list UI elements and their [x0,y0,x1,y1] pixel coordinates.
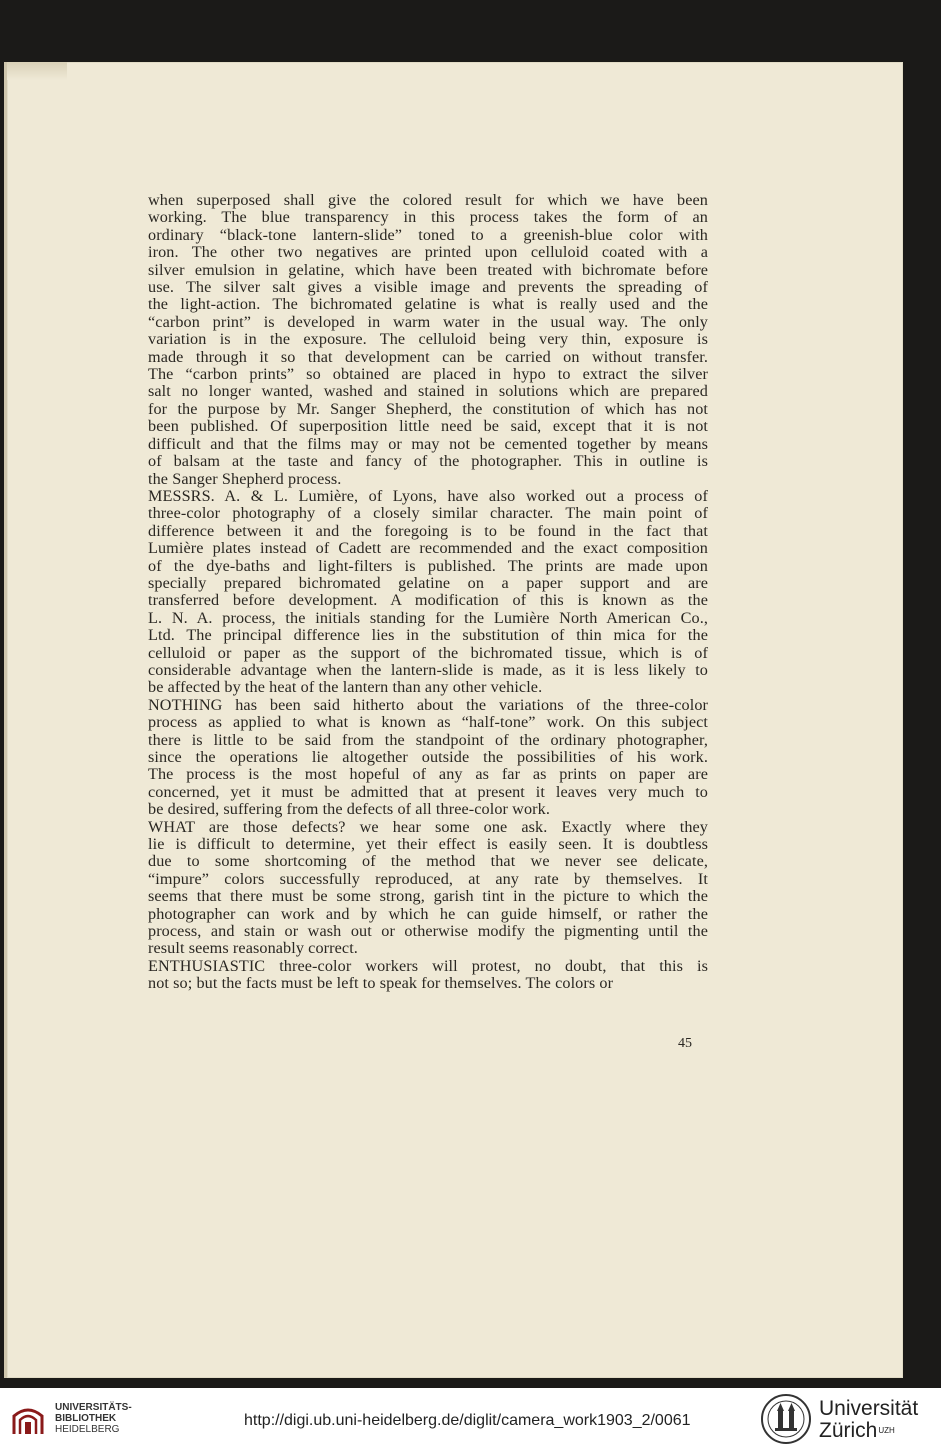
text-line: NOTHING has been said hitherto about the variations of the three-color [148,695,708,714]
text-line: specially prepared bichromated gelatine on a paper support and are [148,573,708,592]
text-line: ENTHUSIASTIC three-color workers will protest, no doubt, that this is [148,956,708,975]
text-line: process, and stain or wash out or otherwise modify the pigmenting until the [148,922,708,941]
text-line: salt no longer wanted, washed and stained in solutions which are prepared [148,382,708,401]
footer-bar [0,1388,941,1454]
text-line: use. The silver salt gives a visible image and prevents the spreading of [148,278,708,297]
text-line: iron. The other two negatives are printed upon celluloid coated with a [148,243,708,262]
text-line: of balsam at the taste and fancy of the photographer. This in outline is [148,452,708,471]
text-line: L. N. A. process, the initials standing for the Lumière North American Co., [148,608,708,627]
text-line: working. The blue transparency in this process takes the form of an [148,208,708,227]
page-curl [7,62,67,80]
text-line: variation is in the exposure. The celluloid being very thin, exposure is [148,330,708,349]
text-line: for the purpose by Mr. Sanger Shepherd, the constitution of which has not [148,399,708,418]
text-line: Lumière plates instead of Cadett are recommended and the exact composition [148,539,708,558]
text-line: been published. Of superposition little need be said, except that it is not [148,417,708,436]
text-line: Ltd. The principal difference lies in the substitution of thin mica for the [148,626,708,645]
scanned-page [4,62,903,1378]
source-url-link[interactable]: http://digi.ub.uni-heidelberg.de/diglit/camera_work1903_2/0061 [244,1412,691,1429]
text-line: MESSRS. A. & L. Lumière, of Lyons, have also worked out a process of [148,486,708,505]
text-line: be desired, suffering from the defects of all three-color work. [148,800,550,819]
library-line-1: UNIVERSITÄTS- [55,1402,132,1413]
text-line: due to some shortcoming of the method that we never see delicate, [148,852,708,871]
text-line: result seems reasonably correct. [148,939,358,958]
text-line: seems that there must be some strong, garish tint in the picture to which the [148,887,708,906]
text-line: “impure” colors successfully reproduced, at any rate by themselves. It [148,869,708,888]
uzh-superscript: UZH [878,1426,895,1435]
library-line-2: BIBLIOTHEK [55,1413,117,1424]
ub-heidelberg-logo-icon [10,1404,46,1438]
text-line: photographer can work and by which he can guide himself, or rather the [148,904,708,923]
text-line: lie is difficult to determine, yet their effect is easily seen. It is doubtless [148,835,708,854]
text-line: made through it so that development can be carried on without transfer. [148,347,708,366]
text-line: The “carbon prints” so obtained are placed in hypo to extract the silver [148,365,708,384]
text-line: there is little to be said from the standpoint of the ordinary photographer, [148,730,708,749]
text-line: difference between it and the foregoing is to be found in the fact that [148,521,708,540]
text-line: the Sanger Shepherd process. [148,469,342,488]
text-line: since the operations lie altogether outside the possibilities of his work. [148,748,708,766]
text-line: difficult and that the films may or may not be cemented together by means [148,434,708,453]
text-line: transferred before development. A modification of this is known as the [148,591,708,610]
text-line: The process is the most hopeful of any as far as prints on paper are [148,765,708,784]
text-line: concerned, yet it must be admitted that at present it leaves very much to [148,782,708,801]
uzh-seal-icon [760,1393,812,1445]
text-line: the light-action. The bichromated gelatine is what is really used and the [148,295,708,314]
text-line: silver emulsion in gelatine, which have been treated with bichromate before [148,260,708,279]
uzh-line-2: Zürich [819,1419,878,1442]
text-line: when superposed shall give the colored result for which we have been [148,191,708,209]
uzh-line-1: Universität [819,1397,919,1420]
page-number: 45 [678,1036,692,1051]
library-name [55,1402,132,1435]
uzh-name [819,1398,918,1442]
text-line: ordinary “black-tone lantern-slide” toned to a greenish-blue color with [148,225,708,244]
text-line: of the dye-baths and light-filters is published. The prints are made upon [148,556,708,575]
body-text [148,192,708,993]
text-line: WHAT are those defects? we hear some one ask. Exactly where they [148,817,708,836]
text-line: process as applied to what is known as “half-tone” work. On this subject [148,713,708,732]
text-line: considerable advantage when the lantern-slide is made, as it is less likely to [148,660,708,679]
text-line: not so; but the facts must be left to speak for themselves. The colors or [148,974,614,993]
text-line: be affected by the heat of the lantern than any other vehicle. [148,678,543,697]
library-line-3: HEIDELBERG [55,1424,120,1435]
text-line: three-color photography of a closely similar character. The main point of [148,504,708,523]
text-line: celluloid or paper as the support of the bichromated tissue, which is of [148,643,708,662]
text-line: “carbon print” is developed in warm water in the usual way. The only [148,312,708,331]
